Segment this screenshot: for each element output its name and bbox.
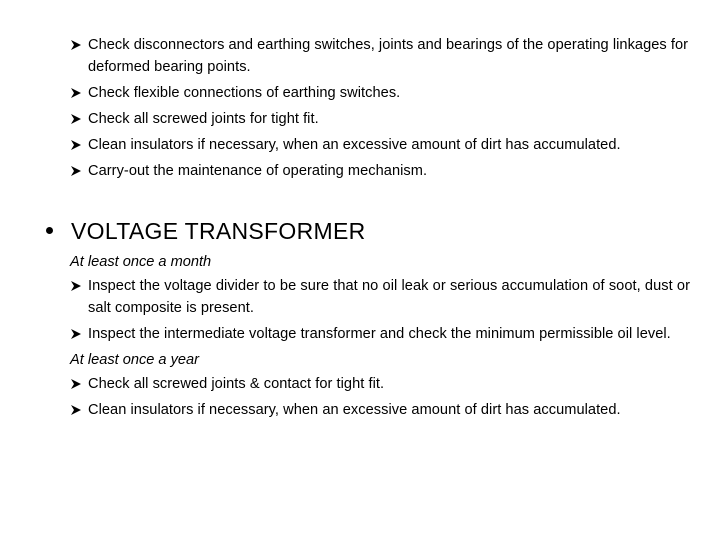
section-heading [46,216,366,246]
frequency-label: At least once a year [70,352,199,368]
list-item [70,160,690,182]
list-item [70,373,690,395]
arrowhead-bullet-icon [70,328,82,340]
list-item-text: Check flexible connections of earthing switches. [88,85,401,101]
list-item-text: Check all screwed joints for tight fit. [88,111,319,127]
arrowhead-bullet-icon [70,165,82,177]
list-item-text: Clean insulators if necessary, when an excessive amount of dirt has accumulated. [88,402,621,418]
list-item [70,82,690,104]
list-item-text: Carry-out the maintenance of operating mechanism. [88,163,428,179]
arrowhead-bullet-icon [70,280,82,292]
arrowhead-bullet-icon [70,87,82,99]
frequency-label: At least once a month [70,254,212,270]
list-item [70,134,690,156]
round-bullet-icon [46,227,53,234]
list-item-text: Clean insulators if necessary, when an excessive amount of dirt has accumulated. [88,137,621,153]
list-item [70,34,690,78]
list-item-text: Inspect the intermediate voltage transformer and check the minimum permissible oil level. [88,326,671,342]
list-item [70,275,690,319]
voltage-transformer-checklist [70,251,690,425]
arrowhead-bullet-icon [70,39,82,51]
list-item-text: Inspect the voltage divider to be sure that no oil leak or serious accumulation of soot, dust or salt composite is present. [88,278,690,316]
list-item-text: Check disconnectors and earthing switches, joints and bearings of the operating linkages for deformed bearing points. [88,37,689,75]
disconnector-checklist [70,34,690,186]
arrowhead-bullet-icon [70,139,82,151]
list-item-text: Check all screwed joints & contact for tight fit. [88,376,385,392]
list-item [70,323,690,345]
arrowhead-bullet-icon [70,378,82,390]
heading-text: VOLTAGE TRANSFORMER [71,218,366,244]
arrowhead-bullet-icon [70,113,82,125]
list-item [70,399,690,421]
arrowhead-bullet-icon [70,404,82,416]
list-item [70,108,690,130]
